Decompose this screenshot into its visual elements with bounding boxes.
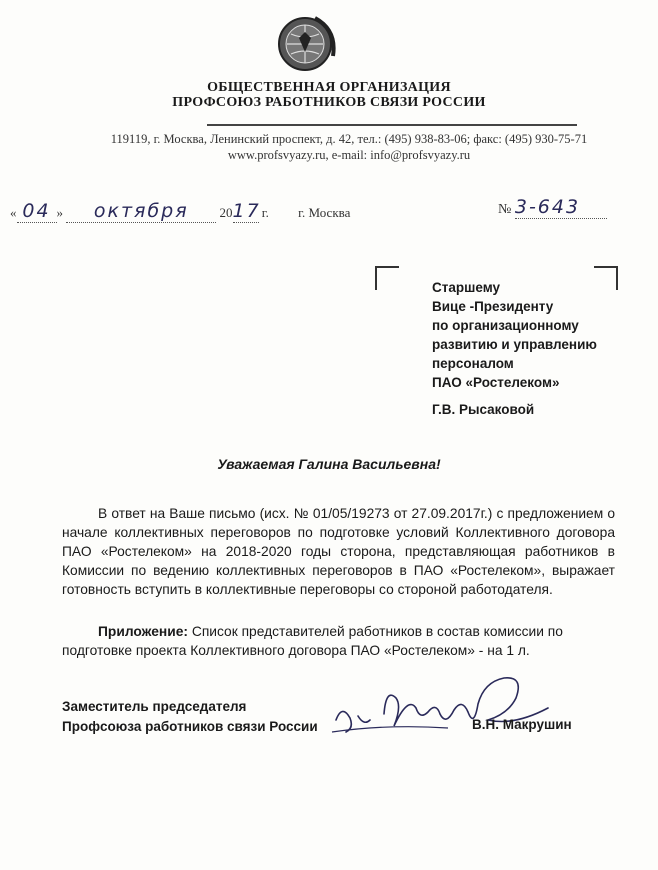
appendix [62, 622, 615, 660]
addressee-line: по организационному [432, 318, 579, 333]
letter-body: В ответ на Ваше письмо (исх. № 01/05/19273 от 27.09.2017г.) с предложением о начале коллективных переговоров по подготовке условий Коллективного договора ПАО «Ростелеком» на 2018-2020 годы сторона, представляющая работников в Комиссии по ведению коллективных переговоров в ПАО «Ростелеком», выражает готовность вступить в коллективные переговоры со стороной работодателя. [62, 506, 615, 597]
signer-name: В.Н. Макрушин [472, 717, 572, 732]
signer-title [62, 697, 318, 737]
date-quote-open: « [10, 205, 17, 220]
org-name-line1: ОБЩЕСТВЕННАЯ ОРГАНИЗАЦИЯ [207, 80, 451, 95]
date-year-unit: г. [261, 205, 269, 220]
appendix-text: Список представителей работников в состав комиссии по подготовке проекта Коллективного договора ПАО «Ростелеком» - на 1 л. [62, 624, 563, 658]
date-year-suffix: 17 [232, 200, 261, 222]
document-number [498, 196, 607, 219]
date-month: октября [93, 200, 189, 222]
greeting: Уважаемая Галина Васильевна! [217, 456, 441, 472]
handwritten-signature [328, 668, 558, 748]
addressee-line: развитию и управлению [432, 337, 597, 352]
signer-title-line1: Заместитель председателя [62, 699, 247, 714]
date-quote-close: » [56, 205, 63, 220]
addressee-line: персоналом [432, 356, 514, 371]
addressee-block [432, 278, 597, 392]
addressee-name: Г.В. Рысаковой [432, 402, 535, 417]
letterhead-divider [207, 124, 577, 126]
addressee-line: Старшему [432, 280, 501, 295]
addressee-corner-left [375, 266, 399, 290]
org-address: 119119, г. Москва, Ленинский проспект, д. 42, тел.: (495) 938-83-06; факс: (495) 930-75-71 [110, 132, 588, 146]
org-contacts: www.profsvyazy.ru, e-mail: info@profsvyazy.ru [227, 148, 471, 162]
date-line [10, 200, 350, 223]
addressee-corner-right [594, 266, 618, 290]
addressee-line: Вице -Президенту [432, 299, 554, 314]
number-label: № [498, 202, 512, 217]
date-city: г. Москва [298, 205, 351, 220]
appendix-label: Приложение: [98, 624, 189, 639]
number-value: 3-643 [514, 196, 581, 218]
addressee-line: ПАО «Ростелеком» [432, 375, 560, 390]
organization-logo [275, 12, 339, 76]
date-year-prefix: 20 [219, 205, 233, 220]
org-name-line2: ПРОФСОЮЗ РАБОТНИКОВ СВЯЗИ РОССИИ [172, 95, 486, 110]
date-day: 04 [22, 200, 51, 222]
signer-title-line2: Профсоюза работников связи России [62, 719, 318, 734]
